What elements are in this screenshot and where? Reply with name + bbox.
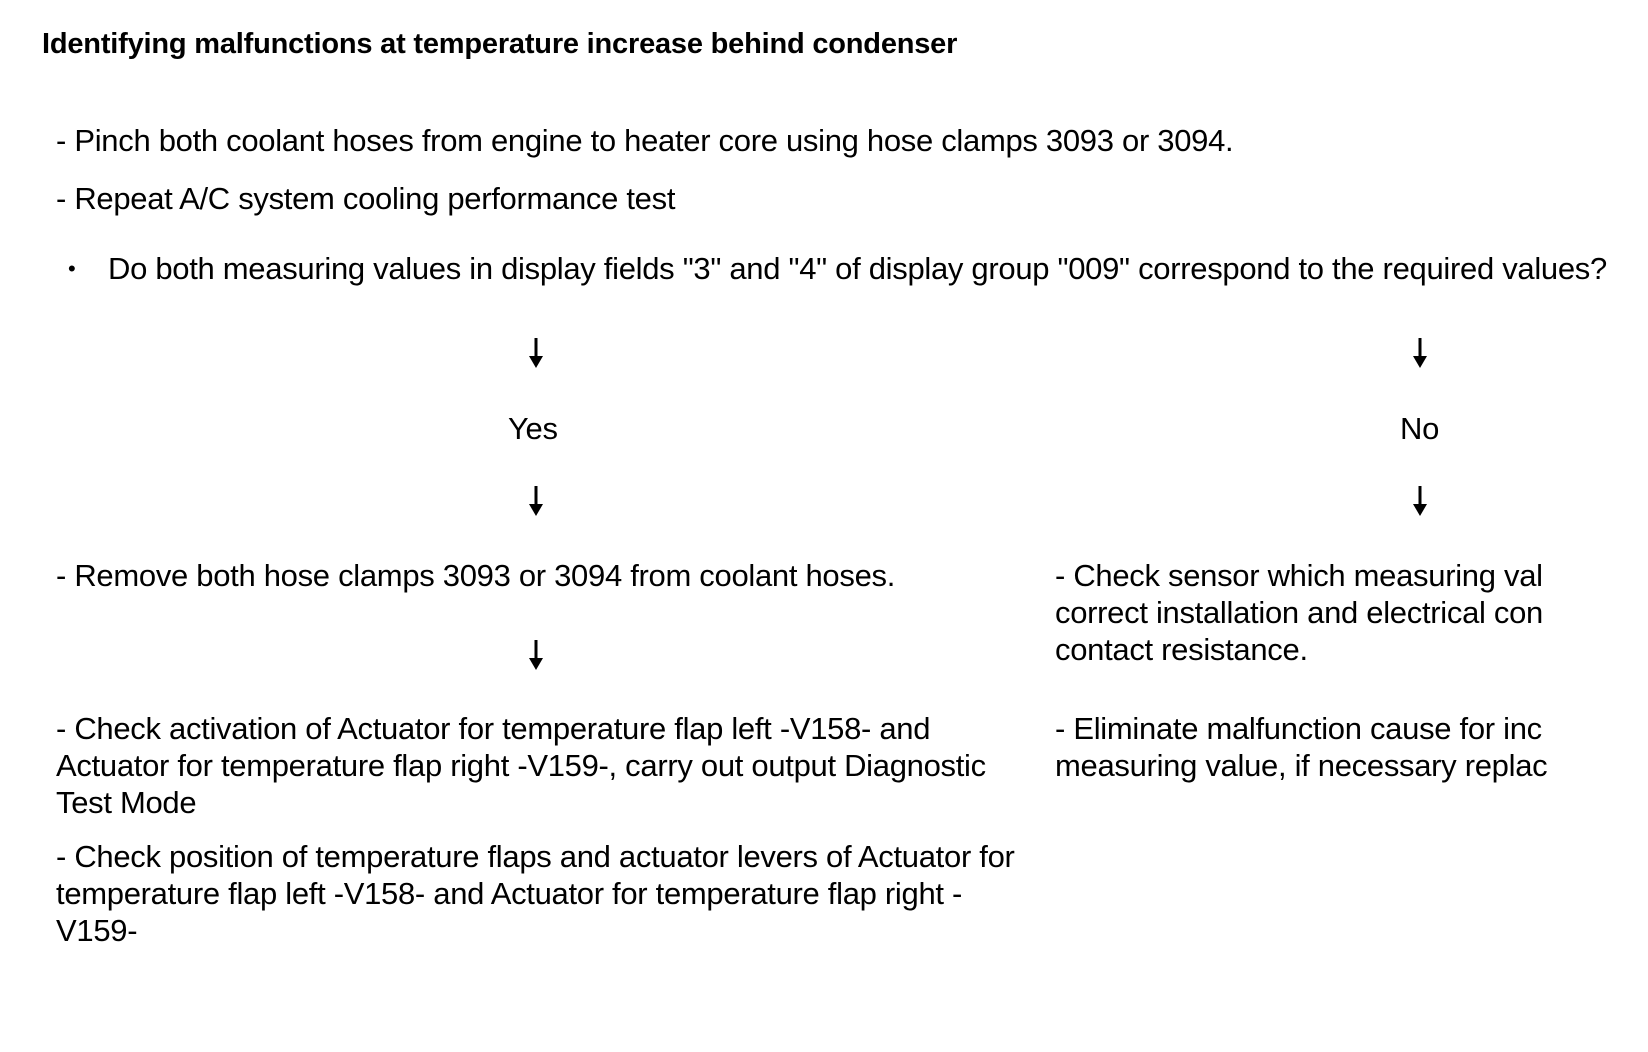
down-arrow-icon bbox=[524, 484, 548, 518]
question-text: Do both measuring values in display fields "3" and "4" of display group "009" correspond to the required values? bbox=[108, 251, 1607, 286]
no-step-check-sensor-line: contact resistance. bbox=[1055, 632, 1308, 667]
no-step-check-sensor-line: correct installation and electrical con bbox=[1055, 595, 1543, 630]
down-arrow-icon bbox=[1408, 336, 1432, 370]
down-arrow-icon bbox=[524, 336, 548, 370]
down-arrow-icon bbox=[1408, 484, 1432, 518]
bullet-icon: • bbox=[68, 256, 76, 281]
answer-no-label: No bbox=[1400, 411, 1440, 446]
no-step-eliminate-cause bbox=[1055, 710, 1648, 784]
down-arrow-icon bbox=[524, 638, 548, 672]
step-pinch-hoses: - Pinch both coolant hoses from engine to heater core using hose clamps 3093 or 3094. bbox=[56, 123, 1234, 158]
step-repeat-test: - Repeat A/C system cooling performance test bbox=[56, 181, 676, 216]
answer-yes-label: Yes bbox=[508, 411, 558, 446]
yes-step-remove-clamps: - Remove both hose clamps 3093 or 3094 from coolant hoses. bbox=[56, 558, 896, 593]
no-step-check-sensor-line: - Check sensor which measuring val bbox=[1055, 558, 1543, 593]
no-step-eliminate-cause-line: - Eliminate malfunction cause for inc bbox=[1055, 711, 1542, 746]
no-step-check-sensor bbox=[1055, 557, 1648, 668]
no-step-eliminate-cause-line: measuring value, if necessary replac bbox=[1055, 748, 1548, 783]
document-title: Identifying malfunctions at temperature increase behind condenser bbox=[42, 28, 958, 60]
yes-step-check-activation: - Check activation of Actuator for temperature flap left -V158- and Actuator for temperature flap right -V159-, carry out output Diagnostic Test Mode bbox=[56, 711, 986, 820]
yes-step-check-position: - Check position of temperature flaps and actuator levers of Actuator for temperature flap left -V158- and Actuator for temperature flap right -V159- bbox=[56, 839, 1015, 948]
